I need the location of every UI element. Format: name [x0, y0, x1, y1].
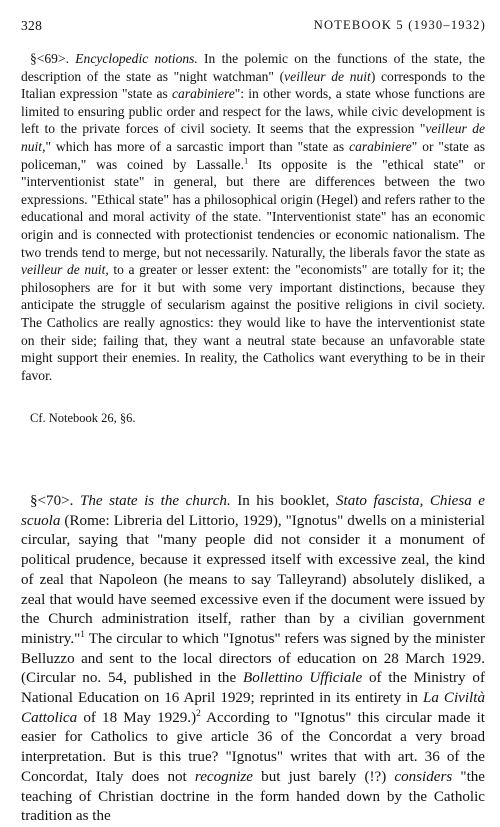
italic-run: La Civiltà Cattolica [21, 690, 485, 726]
italic-run: carabiniere [172, 86, 235, 102]
italic-run: veilleur de nuit, [21, 121, 485, 154]
footnote-marker: 2 [196, 708, 201, 719]
section-70-number: §<70>. [30, 493, 74, 509]
italic-run: carabiniere [349, 138, 412, 154]
text-run: Its opposite is the "ethical state" or "interventionist state" in general, but there are differences between the two expressions. "Ethical state" has a philosophical origin (Hegel) and refers rather to the educational and moral activity of the state. "Interventionist state" has an economic origin and is connected with protectionist tendencies or economic nationalism. The two trends tend to merge, but not necessarily. Naturally, the liberals favor the state as [21, 156, 485, 260]
text-run: " which has more of a sarcastic import than "state as [45, 138, 350, 154]
italic-run: Bollettino Ufficiale [242, 670, 363, 687]
cross-reference: Cf. Notebook 26, §6. [30, 411, 136, 425]
text-run: ) corresponds to the Italian expression "state as [21, 68, 486, 102]
section-70-paragraph [21, 492, 485, 827]
footnote-marker: 1 [243, 156, 249, 166]
text-run: In his booklet, [230, 493, 336, 509]
section-69-paragraph [21, 50, 485, 384]
text-run: of the Ministry of National Education on 16 April 1929; reprinted in its entirety in [21, 670, 485, 707]
text-run: According to "Ignotus" this circular made it easier for Catholics to give article 36 of the Concordat a very broad interpretation. But is this true? "Ignotus" writes that with art. 36 of the Concordat, Italy does not [21, 709, 485, 785]
text-run: to a greater or lesser extent: the "economists" are totally for it; the philosophers are for it but with some very important distinctions, because they anticipate the struggle of secularism against the positive religions in civil society. The Catholics are really agnostics: they would like to have the interventionist state on their side; failing that, they want a neutral state because an unfavorable state might support their enemies. In reality, the Catholics want everything to be in their favor. [21, 262, 485, 383]
italic-run: veilleur de nuit [284, 68, 371, 84]
section-70-title: The state is the church. [79, 493, 231, 509]
section-69-number: §<69>. [30, 51, 69, 66]
text-run: of 18 May 1929.) [77, 709, 197, 726]
text-run: The circular to which "Ignotus" refers was signed by the minister Belluzzo and sent to the local directors of education on 28 March 1929. (Circular no. 54, published in the [21, 630, 485, 687]
text-run: "the teaching of Christian doctrine in the form handed down by the Catholic tradition as the [21, 768, 486, 825]
section-69 [21, 50, 485, 384]
footnote-marker: 1 [80, 629, 85, 640]
page-number: 328 [21, 18, 43, 33]
italic-run: Stato fascista, Chiesa e scuola [21, 493, 485, 529]
italic-run: recognize [194, 768, 254, 785]
text-run: (Rome: Libreria del Littorio, 1929), "Ignotus" dwells on a ministerial circular, saying that "many people did not consider it a monument of political prudence, because it expressed itself with excessive zeal, the kind of zeal that Napoleon (he means to say Talleyrand) absolutely disliked, a zeal that would have seemed excessive even if the document were issued by the Church administration itself, rather than by a civilian government ministry." [21, 512, 485, 647]
text-run: ": in other words, a state whose functions are limited to ensuring public order and respect for the laws, while civic development is left to the private forces of civil society. It seems that the expression " [21, 86, 485, 137]
page-header [21, 18, 486, 38]
section-70 [21, 492, 485, 827]
italic-run: considers [394, 768, 453, 785]
text-run: but just barely (!?) [253, 768, 395, 785]
running-head: NOTEBOOK 5 (1930–1932) [313, 18, 486, 32]
italic-run: veilleur de nuit, [21, 262, 109, 278]
text-run: In the polemic on the functions of the state, the description of the state as "night watchman" ( [21, 51, 485, 84]
text-run: " or "state as policeman," was coined by Lassalle. [21, 138, 485, 172]
section-69-title: Encyclopedic notions. [75, 51, 198, 66]
